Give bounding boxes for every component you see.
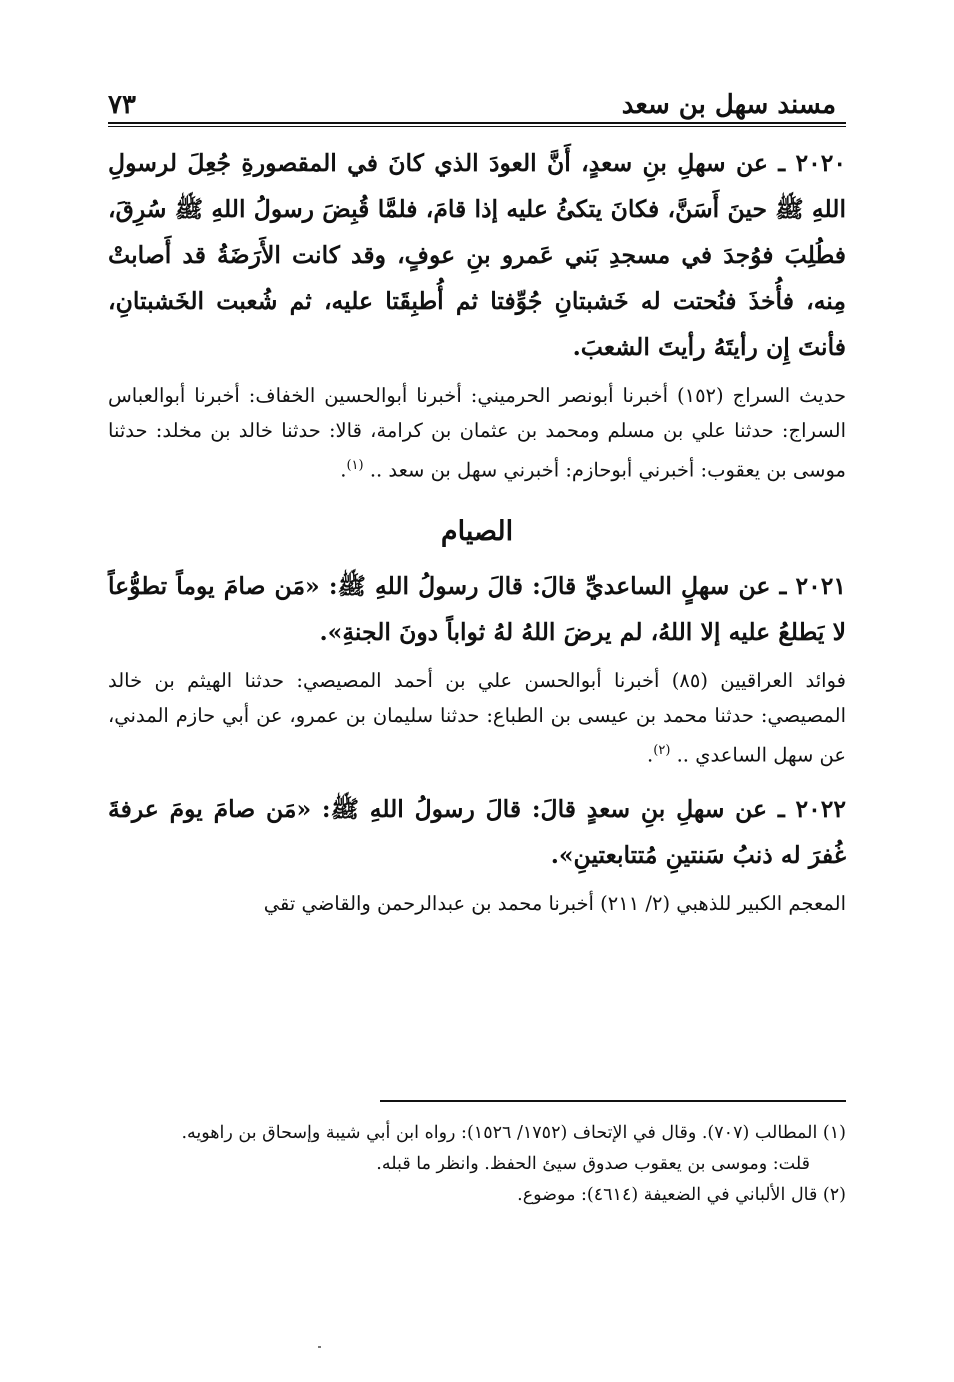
- hadith-text: عن سهلٍ الساعديِّ قالَ: قالَ رسولُ اللهِ ﷺ: «مَن صامَ يوماً تطوُّعاً لا يَطلعُ عليه إلا اللهُ، لم يرضَ اللهُ لهُ ثواباً دونَ الجنةِ».: [108, 571, 846, 646]
- hadith-text: عن سهلِ بنِ سعدٍ قالَ: قالَ رسولُ اللهِ ﷺ: «مَن صامَ يومَ عرفةَ غُفرَ له ذنبُ سَنتينِ مُتتابعتينِ».: [108, 795, 846, 869]
- page-number: ٧٣: [108, 90, 136, 120]
- running-title: مسند سهل بن سعد: [621, 90, 836, 120]
- hadith-2021: [108, 563, 846, 655]
- footnote-2: (٢) قال الألباني في الضعيفة (٤٦١٤): موضوع.: [517, 1185, 846, 1205]
- header-rule-thin: [108, 126, 846, 127]
- footnote-ref: (١): [346, 458, 364, 473]
- page-body: [108, 140, 846, 935]
- footnote-rule: [380, 1100, 846, 1102]
- header-rule: [108, 122, 846, 124]
- footnote-1: (١) المطالب (٧٠٧). وقال في الإتحاف (١٧٥٢/ ١٥٢٦): رواه ابن أبي شيبة وإسحاق بن راهويه.: [181, 1123, 846, 1143]
- footnotes: [108, 1118, 846, 1211]
- footnote-ref: (٢): [653, 742, 671, 758]
- source-text: المعجم الكبير للذهبي (٢/ ٢١١) أخبرنا محمد بن عبدالرحمن والقاضي تقي: [263, 892, 846, 915]
- hadith-source: فوائد العراقيين (٨٥) أخبرنا أبوالحسن علي بن أحمد المصيصي: حدثنا الهيثم بن خالد المصيصي: حدثنا محمد بن عيسى بن الطباع: حدثنا سليمان بن عمرو، عن أبي حازم المدني، عن سهل الساعدي .. $^{(٢)}$.: [108, 668, 846, 766]
- hadith-number: ٢٠٢٢ ـ: [777, 795, 846, 823]
- hadith-2022: [108, 786, 846, 878]
- source-text: فوائد العراقيين (٨٥) أخبرنا أبوالحسن علي بن أحمد المصيصي: حدثنا الهيثم بن خالد المصيصي: حدثنا محمد بن عيسى بن الطباع: حدثنا سليمان بن عمرو، عن أبي حازم المدني، عن سهل الساعدي ..: [108, 668, 846, 766]
- hadith-number: ٢٠٢١ ـ: [779, 571, 846, 600]
- hadith-text: عن سهلِ بنِ سعدٍ، أَنَّ العودَ الذي كانَ في المقصورةِ جُعِلَ لرسولِ اللهِ ﷺ حينَ أَسَنَّ، فكانَ يتكئُ عليه إذا قامَ، فلمَّا قُبِضَ رسولُ اللهِ ﷺ سُرِقَ، فطُلِبَ فوُجدَ في مسجدِ بَني عَمرو بنِ عوفٍ، وقد كانت الأَرَضَةُ قد أَصابتْ مِنه، فأُخذَ فنُحتت له خَشبتانِ جُوِّفتا ثم أُطبِقَتا عليه، ثم شُعبت الخَشبتانِ، فأنتَ إِن رأيتَهُ رأيتَ الشعبَ.: [108, 149, 846, 361]
- hadith-source: حديث السراج (١٥٢) أخبرنا أبونصر الحرميني: أخبرنا أبوالحسين الخفاف: أخبرنا أبوالعباس السراج: حدثنا علي بن مسلم ومحمد بن عثمان بن كرامة، قالا: حدثنا خالد بن مخلد: حدثنا موسى بن يعقوب: أخبرني أبوحازم: أخبرني سهل بن سعد .. $^{(١)}$.: [108, 384, 847, 482]
- hadith-2020: [108, 140, 846, 370]
- source-text: حديث السراج (١٥٢) أخبرنا أبونصر الحرميني: أخبرنا أبوالحسين الخفاف: أخبرنا أبوالعباس السراج: حدثنا علي بن مسلم ومحمد بن عثمان بن كرامة، قالا: حدثنا خالد بن مخلد: حدثنا موسى بن يعقوب: أخبرني أبوحازم: أخبرني سهل بن سعد ..: [108, 384, 847, 482]
- footnote-1-note: قلت: وموسى بن يعقوب صدوق سيئ الحفظ. وانظر ما قبله.: [376, 1154, 810, 1174]
- stray-mark: [318, 1346, 321, 1348]
- hadith-source: [108, 886, 846, 921]
- section-heading: الصيام: [440, 515, 514, 547]
- page-header: [108, 76, 836, 118]
- hadith-number: ٢٠٢٠ ـ: [778, 149, 846, 177]
